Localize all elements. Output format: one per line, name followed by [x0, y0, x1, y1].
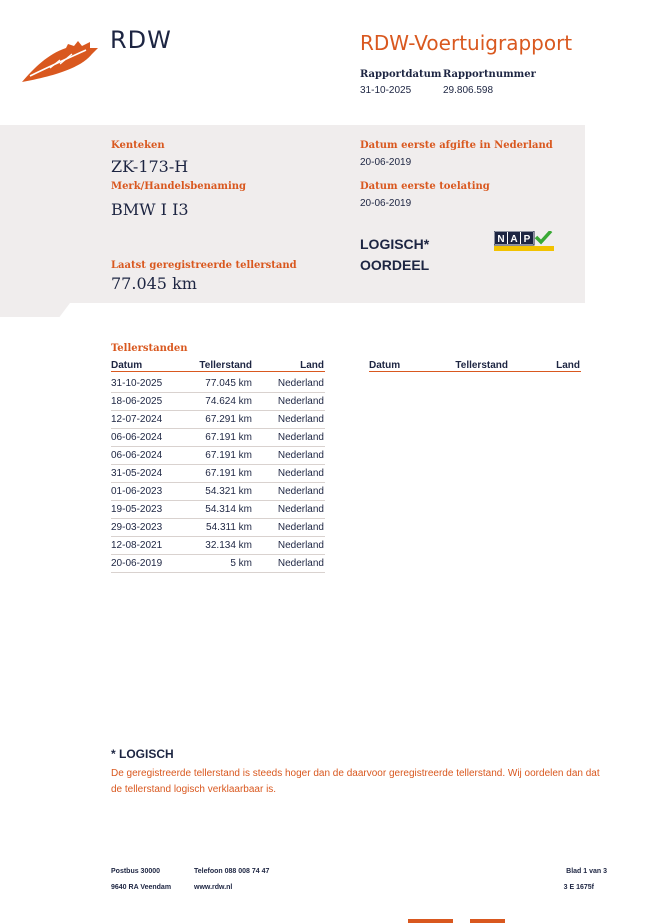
table-row-divider: [111, 500, 325, 501]
table-cell-country: Nederland: [277, 486, 324, 497]
table-cell-odometer: 54.314 km: [205, 504, 252, 515]
nap-letter-n: N: [497, 234, 505, 245]
table-cell-odometer: 54.321 km: [205, 486, 252, 497]
col-header-country: Land: [300, 360, 324, 371]
table-row-divider: [111, 410, 325, 411]
table-cell-date: 12-07-2024: [111, 414, 163, 425]
footer-phone: Telefoon 088 008 74 47: [194, 868, 270, 875]
table-row-divider: [111, 572, 325, 573]
col-header-date: Datum: [111, 360, 143, 371]
verdict: [360, 234, 429, 276]
col-header-date-2: Datum: [369, 360, 401, 371]
header-divider-left: [111, 371, 325, 372]
table-cell-date: 31-05-2024: [111, 468, 163, 479]
header-divider-right: [369, 371, 581, 372]
table-cell-odometer: 67.191 km: [205, 432, 252, 443]
table-cell-odometer: 5 km: [230, 558, 252, 569]
footer-page-number: Blad 1 van 3: [566, 868, 607, 875]
table-cell-date: 12-08-2021: [111, 540, 163, 551]
vehicle-summary-panel: [0, 125, 585, 303]
table-row-divider: [111, 428, 325, 429]
bottom-accent-bar: [408, 919, 453, 923]
footer-doc-code: 3 E 1675f: [563, 884, 594, 891]
table-cell-odometer: 32.134 km: [205, 540, 252, 551]
table-cell-odometer: 67.291 km: [205, 414, 252, 425]
table-row-divider: [111, 536, 325, 537]
table-cell-country: Nederland: [277, 558, 324, 569]
table-cell-country: Nederland: [277, 450, 324, 461]
table-cell-country: Nederland: [277, 432, 324, 443]
last-odometer-label: Laatst geregistreerde tellerstand: [111, 260, 297, 271]
table-cell-odometer: 54.311 km: [206, 522, 252, 533]
col-header-country-2: Land: [556, 360, 580, 371]
report-number: 29.806.598: [443, 85, 494, 96]
footnote-title: * LOGISCH: [111, 747, 174, 761]
footer-website[interactable]: www.rdw.nl: [194, 884, 233, 891]
verdict-line-2: OORDEEL: [360, 257, 430, 273]
table-cell-date: 31-10-2025: [111, 378, 163, 389]
make-label: Merk/Handelsbenaming: [111, 181, 247, 192]
table-cell-odometer: 74.624 km: [205, 396, 252, 407]
brand-name: RDW: [110, 26, 172, 54]
col-header-odometer-2: Tellerstand: [455, 360, 508, 371]
table-cell-country: Nederland: [277, 378, 324, 389]
table-cell-date: 06-06-2024: [111, 450, 163, 461]
table-cell-country: Nederland: [277, 522, 324, 533]
table-cell-date: 01-06-2023: [111, 486, 163, 497]
first-admission-label: Datum eerste toelating: [360, 181, 490, 192]
table-row-divider: [111, 464, 325, 465]
nap-letter-a: A: [510, 234, 518, 245]
first-issue-nl-label: Datum eerste afgifte in Nederland: [360, 140, 553, 151]
footnote-text: De geregistreerde tellerstand is steeds hoger dan de daarvoor geregistreerde tellerstand. Wij oordelen dan dat de tellerstand logisch verklaarbaar is.: [111, 768, 600, 795]
table-cell-date: 18-06-2025: [111, 396, 163, 407]
table-cell-country: Nederland: [277, 540, 324, 551]
table-cell-date: 29-03-2023: [111, 522, 163, 533]
panel-tail-decoration: [0, 303, 70, 317]
nap-checkmark-icon: [494, 231, 554, 253]
table-row-divider: [111, 392, 325, 393]
footer-address-1: Postbus 30000: [111, 868, 161, 875]
table-cell-country: Nederland: [277, 414, 324, 425]
first-issue-nl-value: 20-06-2019: [360, 157, 412, 168]
plate-label: Kenteken: [111, 140, 165, 151]
table-cell-odometer: 67.191 km: [205, 468, 252, 479]
col-header-odometer: Tellerstand: [199, 360, 252, 371]
table-row-divider: [111, 446, 325, 447]
report-number-label: Rapportnummer: [443, 69, 536, 80]
table-cell-date: 20-06-2019: [111, 558, 163, 569]
table-cell-country: Nederland: [277, 468, 324, 479]
verdict-line-1: LOGISCH*: [360, 236, 430, 252]
footer-address-2: 9640 RA Veendam: [111, 884, 172, 891]
table-cell-odometer: 67.191 km: [205, 450, 252, 461]
table-cell-odometer: 77.045 km: [205, 378, 252, 389]
rdw-logo-icon: [20, 38, 100, 84]
bottom-accent-bar: [470, 919, 505, 923]
plate-value: ZK-173-H: [111, 157, 189, 176]
table-row-divider: [111, 554, 325, 555]
first-admission-value: 20-06-2019: [360, 198, 412, 209]
table-cell-date: 06-06-2024: [111, 432, 163, 443]
table-cell-country: Nederland: [277, 504, 324, 515]
report-title: RDW-Voertuigrapport: [360, 31, 573, 55]
report-date-label: Rapportdatum: [360, 69, 442, 80]
report-date: 31-10-2025: [360, 85, 412, 96]
table-row-divider: [111, 482, 325, 483]
last-odometer-value: 77.045 km: [111, 274, 197, 293]
table-row-divider: [111, 518, 325, 519]
table-cell-country: Nederland: [277, 396, 324, 407]
nap-letter-p: P: [523, 234, 531, 245]
odometer-table-title: Tellerstanden: [111, 343, 188, 354]
table-cell-date: 19-05-2023: [111, 504, 163, 515]
make-value: BMW I I3: [111, 200, 189, 219]
